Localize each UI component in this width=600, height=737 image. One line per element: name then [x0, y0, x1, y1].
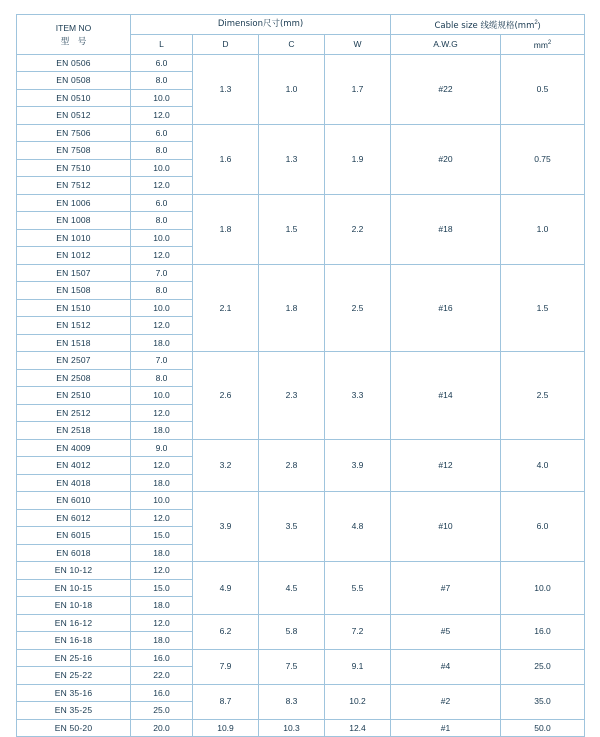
- cell-mm: 0.5: [501, 54, 585, 124]
- header-row-top: [17, 15, 585, 35]
- cell-d: 8.7: [193, 684, 259, 719]
- cell-w: 4.8: [325, 492, 391, 562]
- header-col-awg: A.W.G: [391, 35, 501, 54]
- cell-d: 1.8: [193, 194, 259, 264]
- cell-length: 7.0: [131, 264, 193, 282]
- header-col-mm-text: mm: [533, 40, 548, 51]
- cell-d: 1.3: [193, 54, 259, 124]
- cell-length: 15.0: [131, 527, 193, 545]
- table-row: [17, 562, 585, 580]
- cell-item-no: EN 50-20: [17, 719, 131, 737]
- cell-item-no: EN 4012: [17, 457, 131, 475]
- table-row: [17, 194, 585, 212]
- cell-item-no: EN 2507: [17, 352, 131, 370]
- cell-item-no: EN 7510: [17, 159, 131, 177]
- cell-w: 1.9: [325, 124, 391, 194]
- cell-item-no: EN 4018: [17, 474, 131, 492]
- cell-length: 8.0: [131, 282, 193, 300]
- table-row: [17, 684, 585, 702]
- cell-item-no: EN 1012: [17, 247, 131, 265]
- cell-w: 12.4: [325, 719, 391, 737]
- cell-item-no: EN 1512: [17, 317, 131, 335]
- cell-length: 8.0: [131, 142, 193, 160]
- cell-length: 6.0: [131, 194, 193, 212]
- cell-c: 3.5: [259, 492, 325, 562]
- cell-item-no: EN 0512: [17, 107, 131, 125]
- cell-awg: #2: [391, 684, 501, 719]
- header-item-no-line1: ITEM NO: [55, 22, 92, 33]
- cell-length: 18.0: [131, 597, 193, 615]
- cell-length: 15.0: [131, 579, 193, 597]
- cell-c: 1.8: [259, 264, 325, 352]
- cell-awg: #16: [391, 264, 501, 352]
- cell-mm: 0.75: [501, 124, 585, 194]
- cell-length: 8.0: [131, 369, 193, 387]
- cell-mm: 6.0: [501, 492, 585, 562]
- cell-c: 7.5: [259, 649, 325, 684]
- cell-item-no: EN 6018: [17, 544, 131, 562]
- cell-item-no: EN 6012: [17, 509, 131, 527]
- cell-item-no: EN 10-12: [17, 562, 131, 580]
- cell-mm: 35.0: [501, 684, 585, 719]
- cell-awg: #22: [391, 54, 501, 124]
- cell-awg: #10: [391, 492, 501, 562]
- cell-length: 12.0: [131, 317, 193, 335]
- cell-awg: #4: [391, 649, 501, 684]
- cell-awg: #1: [391, 719, 501, 737]
- cell-d: 7.9: [193, 649, 259, 684]
- cell-d: 2.1: [193, 264, 259, 352]
- cell-length: 10.0: [131, 159, 193, 177]
- cell-d: 1.6: [193, 124, 259, 194]
- cell-length: 10.0: [131, 492, 193, 510]
- specification-table: [16, 14, 585, 737]
- cell-item-no: EN 35-25: [17, 702, 131, 720]
- cell-w: 10.2: [325, 684, 391, 719]
- header-item-no: [17, 15, 131, 55]
- cell-item-no: EN 0508: [17, 72, 131, 90]
- cell-length: 12.0: [131, 614, 193, 632]
- cell-w: 1.7: [325, 54, 391, 124]
- cell-c: 1.5: [259, 194, 325, 264]
- table-row: [17, 719, 585, 737]
- cell-c: 2.3: [259, 352, 325, 440]
- cell-item-no: EN 25-22: [17, 667, 131, 685]
- header-col-mm-sup: 2: [547, 40, 552, 47]
- header-col-c: C: [259, 35, 325, 54]
- table-body: [17, 54, 585, 737]
- cell-length: 22.0: [131, 667, 193, 685]
- table-row: [17, 439, 585, 457]
- cell-length: 18.0: [131, 422, 193, 440]
- cell-item-no: EN 1010: [17, 229, 131, 247]
- cell-item-no: EN 0510: [17, 89, 131, 107]
- cell-item-no: EN 0506: [17, 54, 131, 72]
- cell-item-no: EN 2510: [17, 387, 131, 405]
- cell-length: 6.0: [131, 124, 193, 142]
- cell-item-no: EN 6015: [17, 527, 131, 545]
- cell-item-no: EN 4009: [17, 439, 131, 457]
- header-col-mm: [501, 35, 585, 54]
- cell-d: 3.2: [193, 439, 259, 492]
- cell-item-no: EN 25-16: [17, 649, 131, 667]
- cell-w: 5.5: [325, 562, 391, 615]
- cell-length: 12.0: [131, 404, 193, 422]
- header-cable-size-text: Cable size 线缆规格(mm: [434, 20, 535, 31]
- cell-item-no: EN 7508: [17, 142, 131, 160]
- cell-item-no: EN 10-15: [17, 579, 131, 597]
- cell-item-no: EN 2508: [17, 369, 131, 387]
- cell-length: 18.0: [131, 632, 193, 650]
- cell-c: 4.5: [259, 562, 325, 615]
- cell-item-no: EN 7512: [17, 177, 131, 195]
- cell-length: 16.0: [131, 649, 193, 667]
- header-item-no-line2: 型 号: [60, 36, 87, 47]
- cell-mm: 4.0: [501, 439, 585, 492]
- cell-length: 10.0: [131, 229, 193, 247]
- cell-mm: 25.0: [501, 649, 585, 684]
- cell-c: 2.8: [259, 439, 325, 492]
- cell-item-no: EN 2518: [17, 422, 131, 440]
- cell-length: 12.0: [131, 247, 193, 265]
- cell-item-no: EN 2512: [17, 404, 131, 422]
- cell-w: 7.2: [325, 614, 391, 649]
- table-row: [17, 352, 585, 370]
- cell-length: 7.0: [131, 352, 193, 370]
- cell-length: 18.0: [131, 334, 193, 352]
- cell-length: 12.0: [131, 107, 193, 125]
- cell-item-no: EN 1507: [17, 264, 131, 282]
- table-row: [17, 614, 585, 632]
- cell-mm: 1.5: [501, 264, 585, 352]
- cell-length: 12.0: [131, 562, 193, 580]
- cell-mm: 1.0: [501, 194, 585, 264]
- cell-mm: 2.5: [501, 352, 585, 440]
- cell-length: 9.0: [131, 439, 193, 457]
- cell-mm: 50.0: [501, 719, 585, 737]
- cell-c: 8.3: [259, 684, 325, 719]
- cell-w: 3.3: [325, 352, 391, 440]
- cell-d: 2.6: [193, 352, 259, 440]
- cell-item-no: EN 6010: [17, 492, 131, 510]
- cell-awg: #12: [391, 439, 501, 492]
- cell-d: 3.9: [193, 492, 259, 562]
- header-col-l: L: [131, 35, 193, 54]
- header-col-w: W: [325, 35, 391, 54]
- cell-length: 12.0: [131, 177, 193, 195]
- cell-c: 5.8: [259, 614, 325, 649]
- cell-awg: #5: [391, 614, 501, 649]
- header-col-d: D: [193, 35, 259, 54]
- cell-length: 20.0: [131, 719, 193, 737]
- cell-length: 16.0: [131, 684, 193, 702]
- cell-length: 10.0: [131, 89, 193, 107]
- cell-length: 6.0: [131, 54, 193, 72]
- cell-d: 6.2: [193, 614, 259, 649]
- cell-item-no: EN 1518: [17, 334, 131, 352]
- cell-item-no: EN 1510: [17, 299, 131, 317]
- header-cable-size: [391, 15, 585, 35]
- cell-c: 1.0: [259, 54, 325, 124]
- cell-item-no: EN 16-18: [17, 632, 131, 650]
- cell-mm: 16.0: [501, 614, 585, 649]
- header-dimension: Dimension尺寸(mm): [131, 15, 391, 35]
- cell-c: 10.3: [259, 719, 325, 737]
- cell-item-no: EN 35-16: [17, 684, 131, 702]
- cell-w: 3.9: [325, 439, 391, 492]
- cell-mm: 10.0: [501, 562, 585, 615]
- cell-d: 4.9: [193, 562, 259, 615]
- cell-item-no: EN 7506: [17, 124, 131, 142]
- cell-length: 12.0: [131, 457, 193, 475]
- header-cable-size-tail: ): [537, 19, 541, 30]
- table-row: [17, 54, 585, 72]
- cell-length: 10.0: [131, 387, 193, 405]
- cell-item-no: EN 1508: [17, 282, 131, 300]
- cell-length: 12.0: [131, 509, 193, 527]
- cell-d: 10.9: [193, 719, 259, 737]
- cell-length: 8.0: [131, 72, 193, 90]
- header-cable-size-sup: 2: [534, 20, 538, 26]
- table-header: [17, 15, 585, 55]
- cell-awg: #14: [391, 352, 501, 440]
- cell-c: 1.3: [259, 124, 325, 194]
- cell-w: 2.2: [325, 194, 391, 264]
- cell-length: 18.0: [131, 544, 193, 562]
- cell-length: 25.0: [131, 702, 193, 720]
- cell-w: 9.1: [325, 649, 391, 684]
- table-row: [17, 649, 585, 667]
- cell-w: 2.5: [325, 264, 391, 352]
- cell-item-no: EN 10-18: [17, 597, 131, 615]
- cell-awg: #18: [391, 194, 501, 264]
- cell-item-no: EN 1006: [17, 194, 131, 212]
- cell-item-no: EN 16-12: [17, 614, 131, 632]
- cell-length: 10.0: [131, 299, 193, 317]
- cell-awg: #7: [391, 562, 501, 615]
- table-row: [17, 124, 585, 142]
- cell-length: 18.0: [131, 474, 193, 492]
- cell-item-no: EN 1008: [17, 212, 131, 230]
- table-row: [17, 264, 585, 282]
- cell-awg: #20: [391, 124, 501, 194]
- cell-length: 8.0: [131, 212, 193, 230]
- table-row: [17, 492, 585, 510]
